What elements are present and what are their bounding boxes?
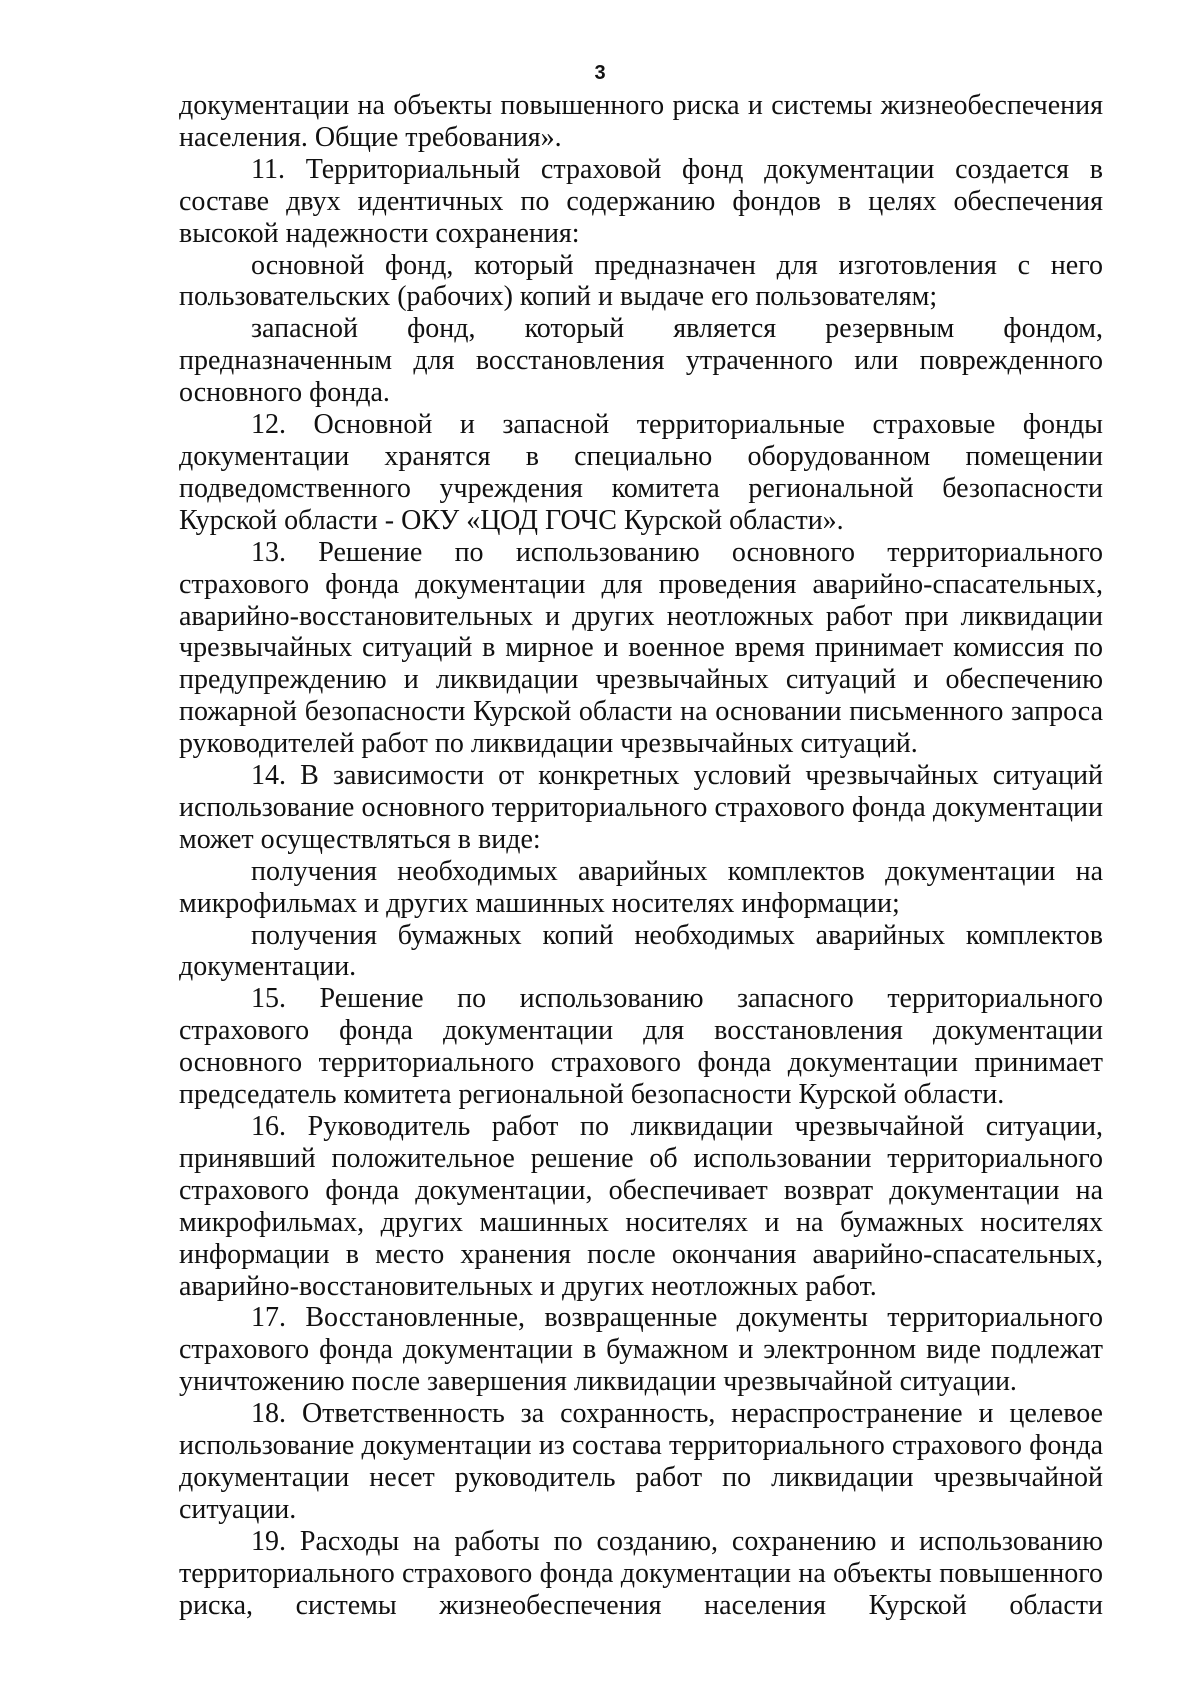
paragraph: запасной фонд, который является резервным фондом, предназначенным для восстановления утраченного или поврежденного основного фонда. — [179, 313, 1103, 409]
paragraph: 13. Решение по использованию основного территориального страхового фонда документации для проведения аварийно-спасательных, аварийно-восстановительных и других неотложных работ при ликвидации чрезвычайных ситуаций в мирное и военное время принимает комиссия по предупреждению и ликвидации чрезвычайных ситуаций и обеспечению пожарной безопасности Курской области на основании письменного запроса руководителей работ по ликвидации чрезвычайных ситуаций. — [179, 536, 1103, 760]
paragraph: 19. Расходы на работы по созданию, сохранению и использованию территориального страхового фонда документации на объекты повышенного риска, системы жизнеобеспечения населения Курской области — [179, 1525, 1103, 1621]
paragraph: получения необходимых аварийных комплектов документации на микрофильмах и других машинных носителях информации; — [179, 855, 1103, 919]
paragraph: 18. Ответственность за сохранность, нераспространение и целевое использование документации из состава территориального страхового фонда документации несет руководитель работ по ликвидации чрезвычайной ситуации. — [179, 1398, 1103, 1525]
paragraph: 14. В зависимости от конкретных условий чрезвычайных ситуаций использование основного территориального страхового фонда документации может осуществляться в виде: — [179, 760, 1103, 855]
paragraph: 11. Территориальный страховой фонд документации создается в составе двух идентичных по содержанию фондов в целях обеспечения высокой надежности сохранения: — [179, 153, 1103, 249]
paragraph: 15. Решение по использованию запасного территориального страхового фонда документации для восстановления документации основного территориального страхового фонда документации принимает председатель комитета региональной безопасности Курской области. — [179, 983, 1103, 1111]
paragraph: получения бумажных копий необходимых аварийных комплектов документации. — [179, 919, 1103, 983]
paragraph: 16. Руководитель работ по ликвидации чрезвычайной ситуации, принявший положительное решение об использовании территориального страхового фонда документации, обеспечивает возврат документации на микрофильмах, других машинных носителях и на бумажных носителях информации в место хранения после окончания аварийно-спасательных, аварийно-восстановительных и других неотложных работ. — [179, 1111, 1103, 1302]
paragraph: основной фонд, который предназначен для изготовления с него пользовательских (рабочих) копий и выдаче его пользователям; — [179, 249, 1103, 313]
paragraph: документации на объекты повышенного риска и системы жизнеобеспечения населения. Общие требования». — [179, 90, 1103, 153]
paragraph: 17. Восстановленные, возвращенные документы территориального страхового фонда документации в бумажном и электронном виде подлежат уничтожению после завершения ликвидации чрезвычайной ситуации. — [179, 1302, 1103, 1398]
paragraph: 12. Основной и запасной территориальные страховые фонды документации хранятся в специально оборудованном помещении подведомственного учреждения комитета региональной безопасности Курской области - ОКУ «ЦОД ГОЧС Курской области». — [179, 409, 1103, 536]
document-body — [179, 90, 1103, 1622]
page-number: 3 — [594, 62, 606, 84]
